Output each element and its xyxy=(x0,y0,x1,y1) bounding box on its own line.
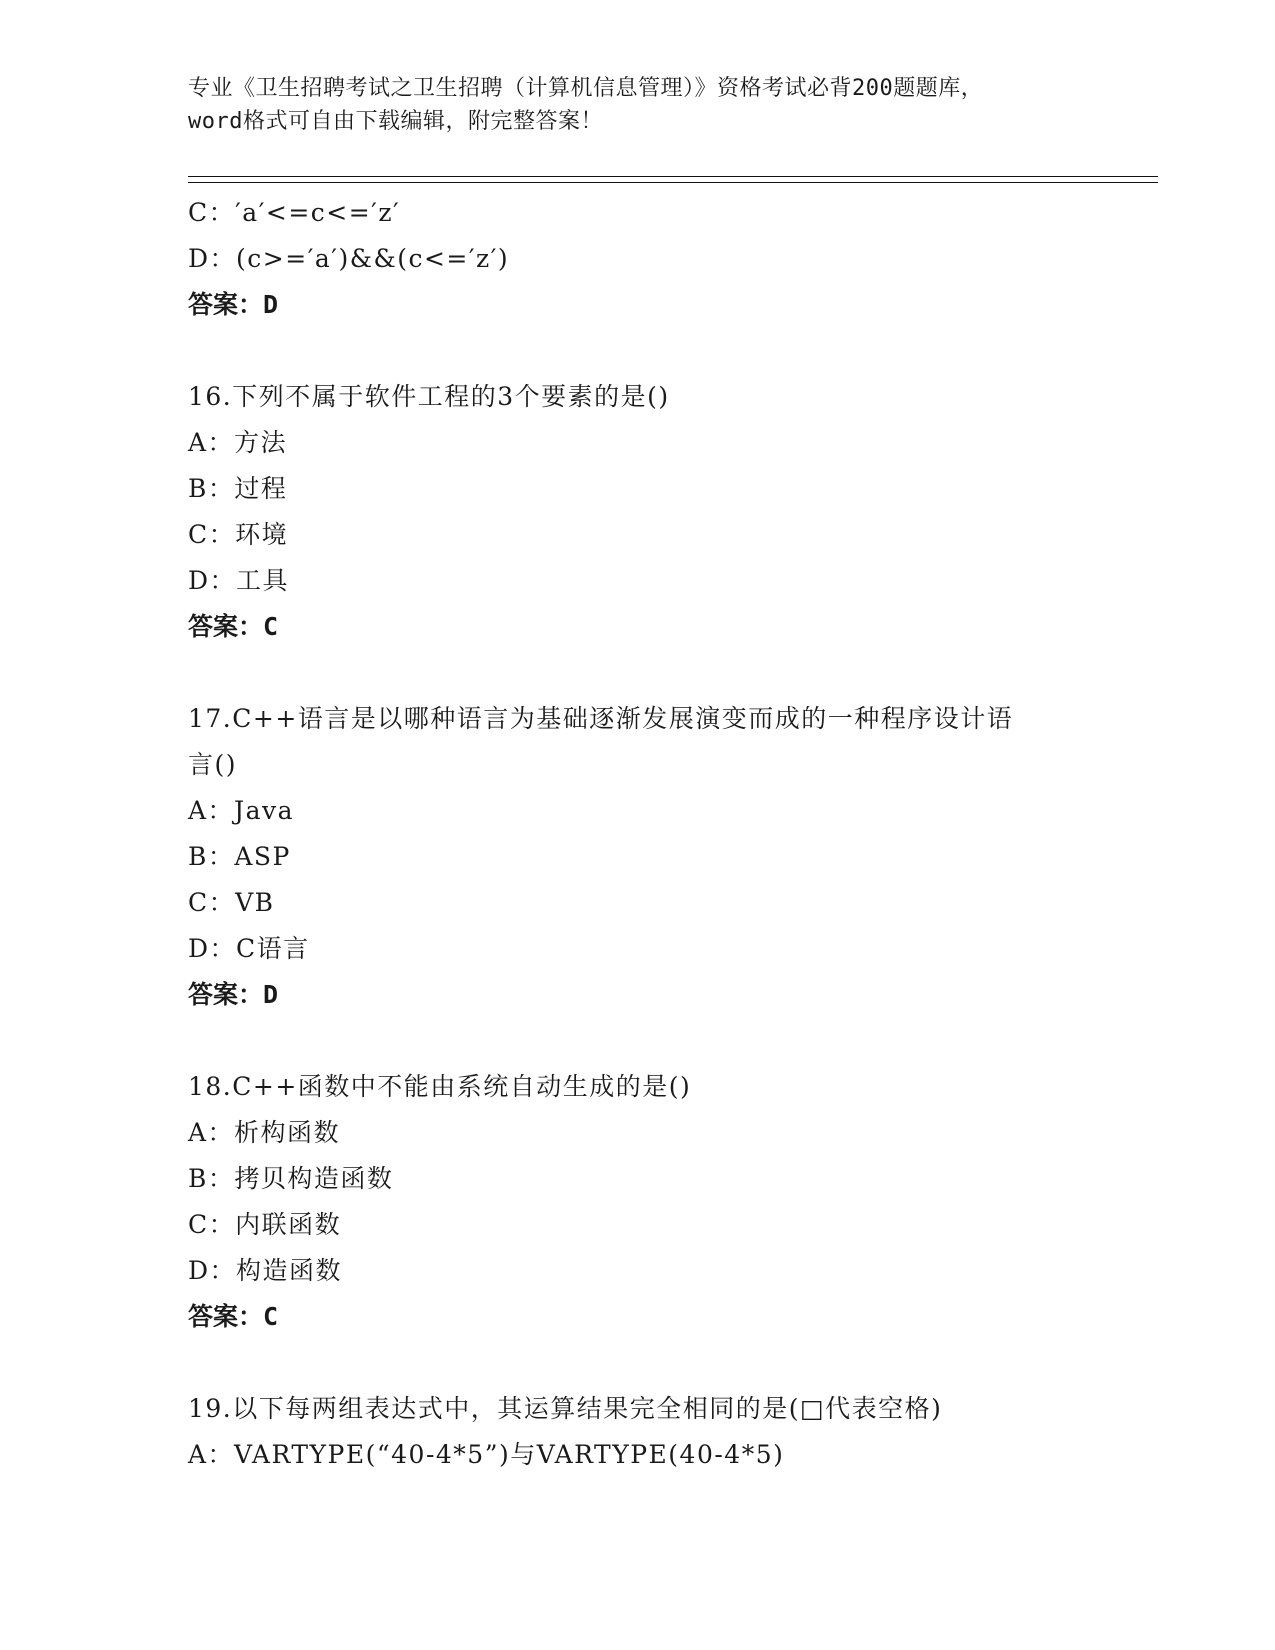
question-title: 19.以下每两组表达式中，其运算结果完全相同的是(□代表空格) xyxy=(188,1394,943,1423)
answer-line: 答案：D xyxy=(188,290,279,319)
option-b: B：过程 xyxy=(188,474,288,503)
spacer xyxy=(188,650,1088,696)
option-c: C：内联函数 xyxy=(188,1210,342,1239)
question-title: 16.下列不属于软件工程的3个要素的是() xyxy=(188,382,670,411)
option-a: A：方法 xyxy=(188,428,288,457)
option-d: D：构造函数 xyxy=(188,1256,343,1285)
document-header xyxy=(188,72,1088,138)
option-c: C：VB xyxy=(188,888,275,917)
question-block-17 xyxy=(188,696,1088,1018)
option-d: D：(c>=′a′)&&(c<=′z′) xyxy=(188,244,510,273)
header-line-2: word格式可自由下载编辑，附完整答案！ xyxy=(188,109,603,134)
answer-line: 答案：C xyxy=(188,612,279,641)
option-c: C：环境 xyxy=(188,520,289,549)
answer-line: 答案：C xyxy=(188,1302,279,1331)
question-title: 18.C++函数中不能由系统自动生成的是() xyxy=(188,1072,692,1101)
spacer xyxy=(188,1018,1088,1064)
option-a: A：析构函数 xyxy=(188,1118,341,1147)
question-block-18 xyxy=(188,1064,1088,1340)
header-line-1: 专业《卫生招聘考试之卫生招聘（计算机信息管理）》资格考试必背200题题库， xyxy=(188,76,984,101)
question-block-15 xyxy=(188,190,1088,328)
question-title-line-2: 言() xyxy=(188,750,238,779)
question-block-19 xyxy=(188,1386,1088,1478)
question-list xyxy=(188,190,1088,1478)
option-b: B：拷贝构造函数 xyxy=(188,1164,394,1193)
option-c: C：′a′<=c<=′z′ xyxy=(188,198,401,227)
option-a: A：VARTYPE(“40-4*5”)与VARTYPE(40-4*5) xyxy=(188,1440,785,1469)
header-divider-top xyxy=(188,176,1158,177)
option-b: B：ASP xyxy=(188,842,291,871)
answer-line: 答案：D xyxy=(188,980,279,1009)
option-d: D：C语言 xyxy=(188,934,310,963)
spacer xyxy=(188,1340,1088,1386)
question-title-line-1: 17.C++语言是以哪种语言为基础逐渐发展演变而成的一种程序设计语 xyxy=(188,704,1014,733)
header-divider-bottom xyxy=(188,182,1158,183)
option-a: A：Java xyxy=(188,796,295,825)
option-d: D：工具 xyxy=(188,566,290,595)
spacer xyxy=(188,328,1088,374)
question-block-16 xyxy=(188,374,1088,650)
